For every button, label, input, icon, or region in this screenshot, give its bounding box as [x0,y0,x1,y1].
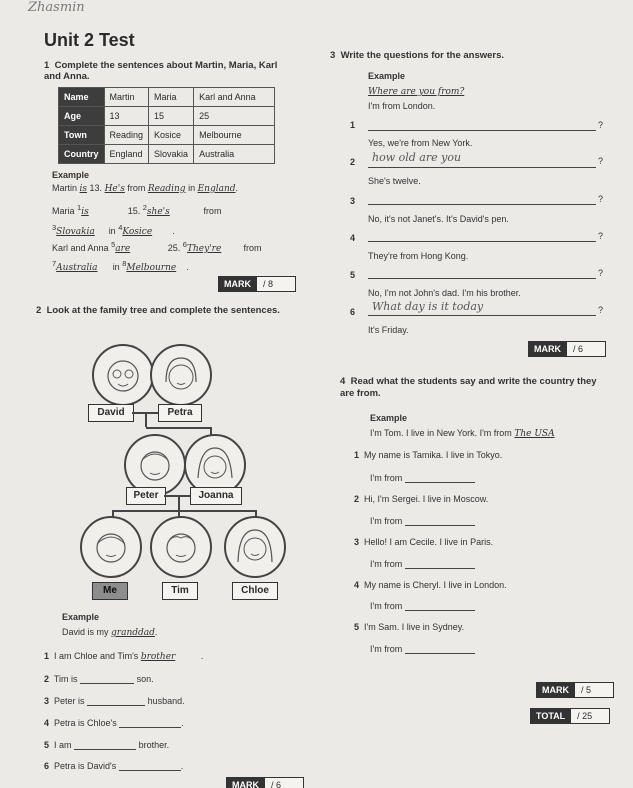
ex1-mark-box [218,276,296,292]
ex1-answer-7[interactable]: Australia [56,263,98,273]
ex1-answer-1[interactable]: is [81,207,89,217]
mark-score[interactable]: / 6 [265,777,304,788]
ex3-num-6: 6 [350,307,356,317]
me-face-icon [80,516,142,578]
ex4-answer-3[interactable] [405,558,475,569]
total-label: TOTAL [530,708,571,724]
ex1-line-2: $^3$Slovakia in $^4$Kosice . [52,223,175,237]
tree-name-chloe: Chloe [232,582,278,600]
ex3-written-2: how old are you [372,151,462,164]
ex3-example-answer: I'm from London. [368,101,436,111]
ex4-item-3: 3 Hello! I am Cecile. I live in Paris. [354,537,494,547]
mark-score[interactable]: / 5 [575,682,614,698]
table-cell: 25 [194,107,275,126]
table-header-age: Age [59,107,105,126]
ex1-info-table [58,87,275,164]
ex2-item-1: 1 I am Chloe and Tim's brother . [44,651,204,662]
ex1-example-label: Example [52,170,90,180]
tree-name-joanna: Joanna [190,487,242,505]
ex2-answer-2[interactable] [80,673,134,684]
ex4-item-1: 1 My name is Tamika. I live in Tokyo. [354,450,503,460]
ex4-example-label: Example [370,413,408,423]
table-header-name: Name [59,88,105,107]
question-mark: ? [598,120,604,130]
ex2-example-sentence: David is my granddad. [62,627,158,638]
ex2-mark-box [226,777,304,788]
ex4-answer-2[interactable] [405,515,475,526]
table-cell: Maria [149,88,194,107]
ex3-answer-4: They're from Hong Kong. [368,251,469,261]
ex1-instruction: 1 Complete the sentences about Martin, Maria, Karl and Anna. [44,60,278,82]
ex1-line-4: $^7$Australia in $^8$Melbourne . [52,259,189,273]
ex3-answer-2: She's twelve. [368,176,421,186]
ex3-num-2: 2 [350,157,356,167]
table-header-town: Town [59,126,105,145]
table-header-country: Country [59,145,105,164]
ex3-answer-1: Yes, we're from New York. [368,138,473,148]
ex3-answer-line-2[interactable] [368,167,596,168]
mark-label: MARK [528,341,567,357]
ex2-answer-1[interactable]: brother [140,652,176,662]
table-cell: 13 [104,107,149,126]
ex2-item-6: 6 Petra is David's . [44,761,184,771]
ex2-answer-4[interactable] [119,717,181,728]
table-cell: Melbourne [194,126,275,145]
tree-name-peter: Peter [126,487,166,505]
tree-name-petra: Petra [158,404,202,422]
ex1-answer-2[interactable]: she's [146,207,170,217]
ex3-answer-line-4[interactable] [368,241,596,242]
ex1-example-sentence: Martin is 13. He's from Reading in England. [52,183,239,194]
ex4-example-sentence: I'm Tom. I live in New York. I'm from The USA [370,428,555,439]
ex3-answer-3: No, it's not Janet's. It's David's pen. [368,214,509,224]
table-cell: Reading [104,126,149,145]
ex2-item-2: 2 Tim is son. [44,674,154,684]
ex3-num-3: 3 [350,196,356,206]
student-name-handwriting: Zhasmin [28,0,85,15]
ex2-answer-5[interactable] [74,739,136,750]
ex2-answer-3[interactable] [87,695,145,706]
table-cell: Karl and Anna [194,88,275,107]
ex1-answer-6[interactable]: They're [186,244,222,254]
mark-label: MARK [536,682,575,698]
table-cell: Australia [194,145,275,164]
ex3-answer-line-5[interactable] [368,278,596,279]
mark-label: MARK [218,276,257,292]
table-cell: 15 [149,107,194,126]
ex4-answer-5[interactable] [405,643,475,654]
david-face-icon [92,344,154,406]
ex3-answer-line-1[interactable] [368,130,596,131]
table-cell: England [104,145,149,164]
ex3-num-4: 4 [350,233,356,243]
chloe-face-icon [224,516,286,578]
ex4-prompt-5: I'm from [370,643,475,654]
ex2-item-3: 3 Peter is husband. [44,696,185,706]
ex4-item-2: 2 Hi, I'm Sergei. I live in Moscow. [354,494,489,504]
tree-name-tim: Tim [162,582,198,600]
table-cell: Slovakia [149,145,194,164]
ex3-answer-line-6[interactable] [368,315,596,316]
ex4-answer-4[interactable] [405,600,475,611]
ex1-line-1: Maria $^1$is 15. $^2$she's from [52,203,222,217]
ex3-answer-5: No, I'm not John's dad. I'm his brother. [368,288,521,298]
ex3-answer-line-3[interactable] [368,204,596,205]
mark-score[interactable]: / 8 [257,276,296,292]
ex1-line-3: Karl and Anna $^5$are 25. $^6$They're from [52,240,262,254]
table-cell: Kosice [149,126,194,145]
ex2-instruction: 2 Look at the family tree and complete the sentences. [36,305,280,316]
ex1-answer-3[interactable]: Slovakia [56,227,95,237]
ex3-num-5: 5 [350,270,356,280]
ex1-answer-5[interactable]: are [115,244,131,254]
ex4-mark-box [536,682,614,698]
ex1-answer-4[interactable]: Kosice [122,227,153,237]
ex2-item-5: 5 I am brother. [44,740,170,750]
question-mark: ? [598,156,604,166]
petra-face-icon [150,344,212,406]
ex2-example-label: Example [62,612,100,622]
mark-score[interactable]: / 6 [567,341,606,357]
ex3-example-question: Where are you from? [368,87,465,97]
question-mark: ? [598,194,604,204]
question-mark: ? [598,305,604,315]
mark-label: MARK [226,777,265,788]
ex3-example-label: Example [368,71,406,81]
ex3-written-6: What day is it today [372,300,484,313]
question-mark: ? [598,231,604,241]
ex4-item-4: 4 My name is Cheryl. I live in London. [354,580,507,590]
tim-face-icon [150,516,212,578]
ex3-instruction: 3 Write the questions for the answers. [330,50,505,61]
ex3-answer-6: It's Friday. [368,325,409,335]
tree-name-david: David [88,404,134,422]
ex2-item-4: 4 Petra is Chloe's . [44,718,184,728]
question-mark: ? [598,268,604,278]
tree-name-me: Me [92,582,128,600]
ex3-mark-box [528,341,606,357]
ex1-answer-8[interactable]: Melbourne [126,263,177,273]
ex4-prompt-2: I'm from [370,515,475,526]
ex4-instruction: 4 Read what the students say and write the country they are from. [340,376,597,399]
ex4-prompt-3: I'm from [370,558,475,569]
table-cell: Martin [104,88,149,107]
ex4-item-5: 5 I'm Sam. I live in Sydney. [354,622,465,632]
total-score[interactable]: / 25 [571,708,610,724]
ex4-answer-1[interactable] [405,472,475,483]
unit-title: Unit 2 Test [44,30,135,50]
ex3-num-1: 1 [350,120,356,130]
total-mark-box [530,708,610,724]
ex4-prompt-4: I'm from [370,600,475,611]
ex2-answer-6[interactable] [119,760,181,771]
ex4-prompt-1: I'm from [370,472,475,483]
